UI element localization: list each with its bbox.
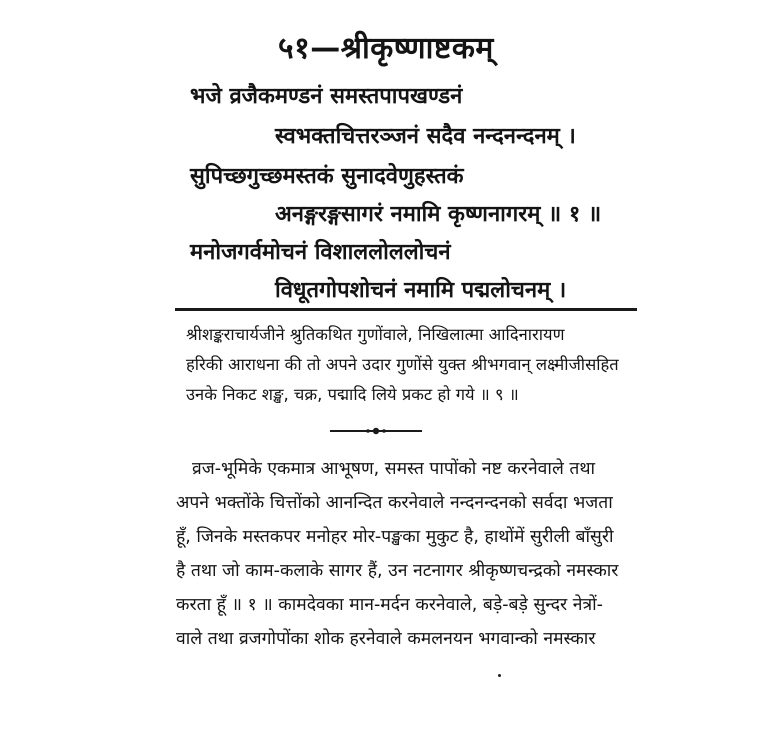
section-divider: [175, 308, 637, 311]
footnote-line-3: उनके निकट शङ्ख, चक्र, पद्मादि लिये प्रकट हो गये ॥ ९ ॥: [186, 385, 519, 404]
prose-line-4: है तथा जो काम-कलाके सागर हैं, उन नटनागर श्रीकृष्णचन्द्रको नमस्कार: [176, 561, 619, 581]
prose-line-6: वाले तथा व्रजगोपोंका शोक हरनेवाले कमलनयन भगवान्को नमस्कार: [176, 629, 596, 649]
verse-line-3: सुपिच्छगुच्छमस्तकं सुनादवेणुहस्तकं: [190, 164, 464, 189]
verse-line-1: भजे व्रजैकमण्डनं समस्तपापखण्डनं: [190, 84, 463, 109]
footnote-line-1: श्रीशङ्कराचार्यजीने श्रुतिकथित गुणोंवाले, निखिलात्मा आदिनारायण: [186, 325, 565, 344]
prose-line-2: अपने भक्तोंके चित्तोंको आनन्दित करनेवाले नन्दनन्दनको सर्वदा भजता: [176, 493, 613, 513]
prose-line-3: हूँ, जिनके मस्तकपर मनोहर मोर-पङ्खका मुकुट है, हाथोंमें सुरीली बाँसुरी: [176, 527, 614, 547]
footnote-line-2: हरिकी आराधना की तो अपने उदार गुणोंसे युक्त श्रीभगवान् लक्ष्मीजीसहित: [186, 355, 619, 374]
verse-line-6: विधूतगोपशोचनं नमामि पद्मलोचनम् ।: [275, 278, 567, 303]
hymn-title: ५१—श्रीकृष्णाष्टकम्: [278, 31, 494, 66]
ornament-divider: [330, 427, 422, 435]
verse-line-2: स्वभक्तचित्तरञ्जनं सदैव नन्दनन्दनम् ।: [275, 124, 576, 149]
verse-line-5: मनोजगर्वमोचनं विशाललोललोचनं: [190, 240, 451, 265]
prose-line-5: करता हूँ ॥ १ ॥ कामदेवका मान-मर्दन करनेवाले, बड़े-बड़े सुन्दर नेत्रों-: [176, 595, 603, 615]
stray-ink-dot: [498, 674, 501, 677]
verse-line-4: अनङ्गरङ्गसागरं नमामि कृष्णनागरम् ॥ १ ॥: [275, 202, 602, 227]
prose-line-1: व्रज-भूमिके एकमात्र आभूषण, समस्त पापोंको नष्ट करनेवाले तथा: [192, 459, 596, 479]
